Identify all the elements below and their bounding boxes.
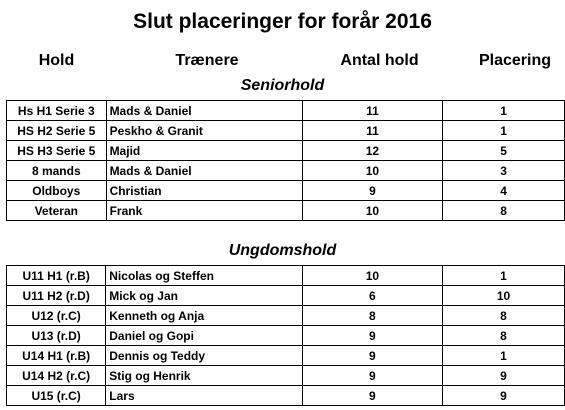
table-row (7, 346, 565, 366)
cell-placering: 4 (443, 181, 565, 201)
cell-hold: HS H3 Serie 5 (7, 141, 107, 161)
cell-antal: 9 (302, 326, 442, 346)
cell-placering: 1 (443, 266, 565, 286)
table-row (7, 266, 565, 286)
table-row (7, 141, 565, 161)
cell-placering: 1 (443, 121, 565, 141)
cell-antal: 12 (302, 141, 442, 161)
cell-hold: U11 H1 (r.B) (7, 266, 106, 286)
table-row (7, 306, 565, 326)
column-header-antal: Antal hold (340, 52, 419, 69)
senior-table (6, 100, 565, 221)
cell-traenere: Kenneth og Anja (106, 306, 302, 326)
table-row (7, 366, 565, 386)
section-title-senior: Seniorhold (240, 77, 325, 94)
cell-traenere: Dennis og Teddy (106, 346, 302, 366)
cell-traenere: Mads & Daniel (106, 101, 302, 121)
cell-traenere: Mads & Daniel (106, 161, 302, 181)
cell-antal: 9 (302, 346, 442, 366)
cell-placering: 8 (443, 306, 565, 326)
cell-traenere: Majid (106, 141, 302, 161)
cell-hold: Veteran (7, 201, 107, 221)
cell-hold: HS H2 Serie 5 (7, 121, 107, 141)
column-header-placering: Placering (478, 52, 552, 69)
cell-placering: 1 (443, 101, 565, 121)
cell-placering: 9 (443, 386, 565, 406)
cell-hold: U11 H2 (r.D) (7, 286, 106, 306)
page-title: Slut placeringer for forår 2016 (133, 10, 432, 33)
cell-placering: 10 (443, 286, 565, 306)
table-row (7, 326, 565, 346)
table-row (7, 181, 565, 201)
cell-hold: Oldboys (7, 181, 107, 201)
cell-traenere: Lars (106, 386, 302, 406)
cell-antal: 10 (302, 201, 442, 221)
table-row (7, 386, 565, 406)
cell-hold: U12 (r.C) (7, 306, 106, 326)
cell-antal: 6 (302, 286, 442, 306)
table-row (7, 101, 565, 121)
cell-traenere: Daniel og Gopi (106, 326, 302, 346)
cell-antal: 9 (302, 366, 442, 386)
cell-placering: 8 (443, 201, 565, 221)
cell-antal: 9 (302, 181, 442, 201)
section-title-youth: Ungdomshold (228, 242, 337, 259)
cell-hold: U14 H1 (r.B) (7, 346, 106, 366)
cell-antal: 8 (302, 306, 442, 326)
cell-placering: 9 (443, 366, 565, 386)
cell-placering: 5 (443, 141, 565, 161)
cell-antal: 11 (302, 121, 442, 141)
cell-hold: U14 H2 (r.C) (7, 366, 106, 386)
cell-placering: 1 (443, 346, 565, 366)
cell-placering: 8 (443, 326, 565, 346)
cell-antal: 10 (302, 266, 442, 286)
table-row (7, 201, 565, 221)
cell-traenere: Peskho & Granit (106, 121, 302, 141)
cell-traenere: Frank (106, 201, 302, 221)
cell-hold: U15 (r.C) (7, 386, 106, 406)
cell-hold: Hs H1 Serie 3 (7, 101, 107, 121)
table-row (7, 161, 565, 181)
table-row (7, 286, 565, 306)
cell-traenere: Mick og Jan (106, 286, 302, 306)
cell-traenere: Stig og Henrik (106, 366, 302, 386)
cell-antal: 11 (302, 101, 442, 121)
cell-antal: 10 (302, 161, 442, 181)
column-header-hold: Hold (38, 52, 75, 69)
column-header-traenere: Trænere (175, 52, 239, 69)
cell-placering: 3 (443, 161, 565, 181)
table-row (7, 121, 565, 141)
cell-traenere: Nicolas og Steffen (106, 266, 302, 286)
cell-hold: U13 (r.D) (7, 326, 106, 346)
cell-hold: 8 mands (7, 161, 107, 181)
cell-traenere: Christian (106, 181, 302, 201)
cell-antal: 9 (302, 386, 442, 406)
youth-table (6, 265, 565, 406)
